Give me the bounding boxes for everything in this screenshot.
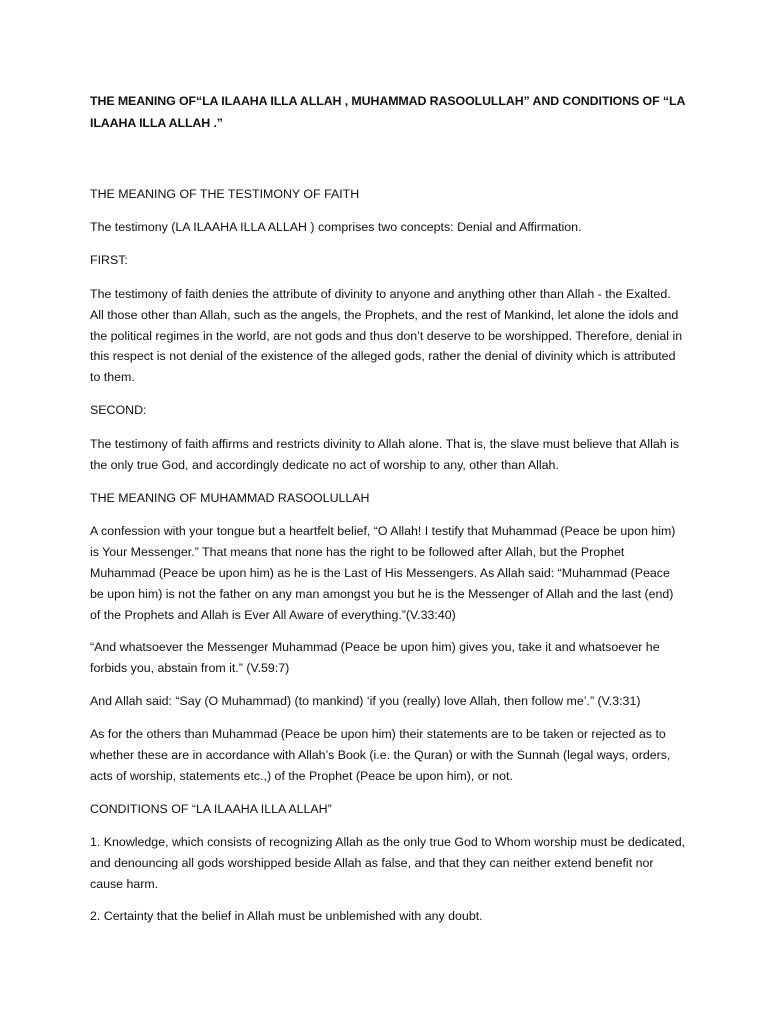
condition-item-1: 1. Knowledge, which consists of recognizing Allah as the only true God to Whom worship must be dedicated, and denouncing all gods worshipped beside Allah as false, and that they can neither extend benefit nor cause harm. <box>90 834 686 891</box>
first-paragraph: The testimony of faith denies the attribute of divinity to anyone and anything other than Allah - the Exalted. All those other than Allah, such as the angels, the Prophets, and the rest of Mankind, let alone the idols and the political regimes in the world, are not gods and thus don’t deserve to be worshipped. Therefore, denial in this respect is not denial of the existence of the alleged gods, rather the denial of divinity which is attributed to them. <box>90 286 683 385</box>
section-heading-conditions: CONDITIONS OF “LA ILAAHA ILLA ALLAH” <box>90 801 332 816</box>
rasoolullah-paragraph-3: And Allah said: “Say (O Muhammad) (to mankind) ‘if you (really) love Allah, then follow me’.” (V.3:31) <box>90 694 641 709</box>
document-title: THE MEANING OF“LA ILAAHA ILLA ALLAH , MUHAMMAD RASOOLULLAH” AND CONDITIONS OF “LA ILAAHA ILLA ALLAH .” <box>90 94 685 130</box>
rasoolullah-paragraph-2: “And whatsoever the Messenger Muhammad (Peace be upon him) gives you, take it and whatsoever he forbids you, abstain from it.” (V.59:7) <box>90 640 660 676</box>
first-label: FIRST: <box>90 252 128 267</box>
testimony-intro-paragraph: The testimony (LA ILAAHA ILLA ALLAH ) comprises two concepts: Denial and Affirmation. <box>90 219 582 234</box>
condition-item-2: 2. Certainty that the belief in Allah must be unblemished with any doubt. <box>90 909 483 924</box>
document-page <box>90 90 686 927</box>
rasoolullah-paragraph-4: As for the others than Muhammad (Peace be upon him) their statements are to be taken or rejected as to whether these are in accordance with Allah’s Book (i.e. the Quran) or with the Sunnah (legal ways, orders, acts of worship, statements etc.,) of the Prophet (Peace be upon him), or not. <box>90 727 671 783</box>
rasoolullah-paragraph-1: A confession with your tongue but a heartfelt belief, “O Allah! I testify that Muhammad (Peace be upon him) is Your Messenger.” That means that none has the right to be followed after Allah, but the Prophet Muhammad (Peace be upon him) as he is the Last of His Messengers. As Allah said: “Muhammad (Peace be upon him) is not the father on any man amongst you but he is the Messenger of Allah and the last (end) of the Prophets and Allah is Ever All Aware of everything.”(V.33:40) <box>90 523 676 622</box>
second-label: SECOND: <box>90 403 147 418</box>
section-heading-rasoolullah: THE MEANING OF MUHAMMAD RASOOLULLAH <box>90 490 370 505</box>
second-paragraph: The testimony of faith affirms and restricts divinity to Allah alone. That is, the slave must believe that Allah is the only true God, and accordingly dedicate no act of worship to any, other than Allah. <box>90 437 680 473</box>
section-heading-testimony: THE MEANING OF THE TESTIMONY OF FAITH <box>90 187 360 201</box>
